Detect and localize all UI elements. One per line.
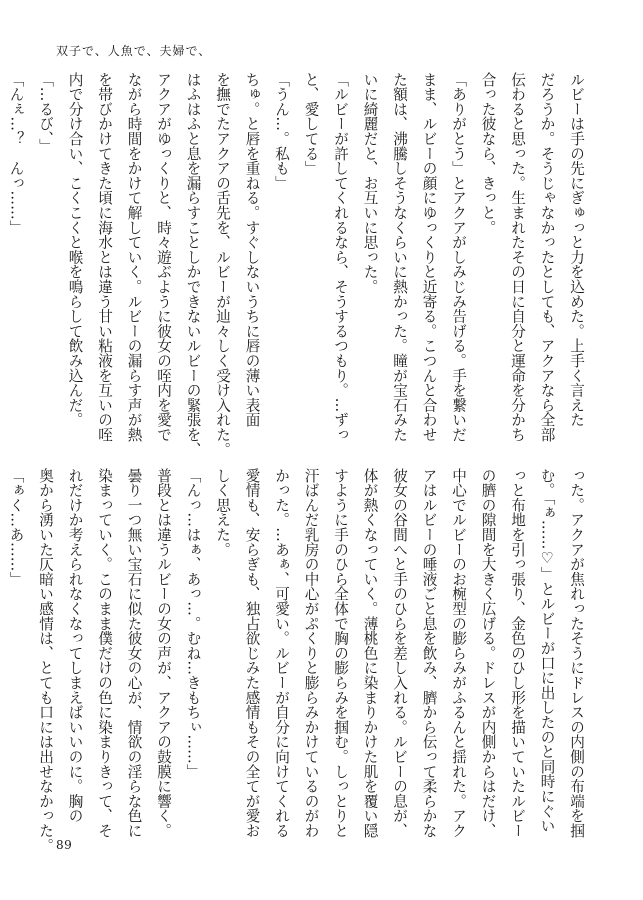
text-line: いに綺麗だと、お互いに思った。: [361, 72, 379, 294]
text-line: ちゅ。と唇を重ねる。すぐしないうちに唇の薄い表面: [243, 72, 261, 428]
text-line: 「うん…。私も」: [273, 72, 290, 191]
text-line: アクアがゆっくりと、時々遊ぶように彼女の咥内を愛で: [155, 72, 172, 442]
text-line: すように手のひら全体で胸の膨らみを掴む。しっとりと: [332, 468, 349, 838]
text-line: っと布地を引っ張り、金色のひし形を描いていたルビー: [509, 468, 526, 838]
text-line: 汗ばんだ乳房の中心がぷくりと膨らみかけているのがわ: [302, 468, 320, 838]
text-line: 奥から湧いた仄暗い感情は、とても口には出せなかった。: [37, 468, 54, 853]
text-line: 「ルビーが許してくれるなら、そうするつもり。…ずっ: [332, 72, 349, 442]
text-block-top: [0, 72, 591, 457]
text-line: と、愛してる」: [302, 72, 320, 176]
text-line: 「…るび、」: [37, 72, 54, 154]
text-line: 愛情も、安らぎも、独占欲じみた感情もその全てが愛お: [243, 468, 261, 838]
text-line: 「ありがとう」とアクアがしみじみ告げる。手を繋いだ: [450, 72, 467, 442]
text-line: はふはふと息を漏らすことしかできないルビーの緊張を、: [184, 72, 202, 457]
text-line: かった。…あぁ、可愛い。ルビーが自分に向けてくれる: [273, 468, 290, 838]
page-number: 89: [56, 838, 73, 852]
text-line: 曇り一つ無い宝石に似た彼女の心が、情欲の淫らな色に: [125, 468, 143, 838]
text-line: 伝わると思った。生まれたその日に自分と運命を分かち: [509, 72, 526, 442]
text-line: れだけか考えられなくなってしまえばいいのに。胸の: [66, 468, 84, 824]
text-line: 「んっ…はぁ、あっ…。むね…きもちぃ……」: [184, 468, 202, 779]
text-line: を帯びかけてきた頃に海水とは違う甘い粘液を互いの咥: [96, 72, 113, 442]
text-line: た額は、沸騰しそうなくらいに熱かった。瞳が宝石みた: [391, 72, 408, 442]
text-line: った。アクアが焦れったそうにドレスの内側の布端を掴: [568, 468, 585, 838]
text-line: を撫でたアクアの舌先を、ルビーが辿々しく受け入れた。: [214, 72, 231, 457]
text-line: 体が熱くなっていく。薄桃色に染まりかけた肌を覆い隠: [361, 468, 379, 838]
text-line: の臍の隙間を大きく広げる。ドレスが内側からはだけ、: [479, 468, 497, 838]
text-line: 染まっていく。このまま僕だけの色に染まりきって、そ: [96, 468, 113, 838]
text-line: アはルビーの唾液ごと息を飲み、臍から伝って柔らかな: [420, 468, 438, 838]
text-line: ながら時間をかけて解していく。ルビーの漏らす声が熱: [125, 72, 143, 442]
text-line: ルビーは手の先にぎゅっと力を込めた。上手く言えた: [568, 72, 585, 428]
text-line: 合った彼なら、きっと。: [479, 72, 497, 235]
text-line: 彼女の谷間へと手のひらを差し入れる。ルビーの息が、: [391, 468, 408, 838]
text-line: 「んぇ…？ んっ……」: [7, 72, 25, 235]
text-line: [0, 72, 1, 432]
text-line: 「ぁく…あ……」: [7, 468, 25, 587]
text-line: 内で分け合い、こくこくと喉を鳴らして飲み込んだ。: [66, 72, 84, 428]
text-line: む。「ぁ……♡」とルビーが口に出したのと同時にぐい: [538, 468, 556, 834]
text-line: 普段とは違うルビーの女の声が、アクアの鼓膜に響く。: [155, 468, 172, 838]
text-line: 中心でルビーのお椀型の膨らみがふるんと揺れた。アク: [450, 468, 467, 838]
text-line: しく思えた。: [214, 468, 231, 557]
text-line: [0, 468, 1, 828]
running-title: 双子で、人魚で、夫婦で、: [56, 44, 212, 58]
text-line: まま、ルビーの顔にゆっくりと近寄る。こつんと合わせ: [420, 72, 438, 442]
text-line: だろうか。そうじゃなかったとしても、アクアなら全部: [538, 72, 556, 442]
